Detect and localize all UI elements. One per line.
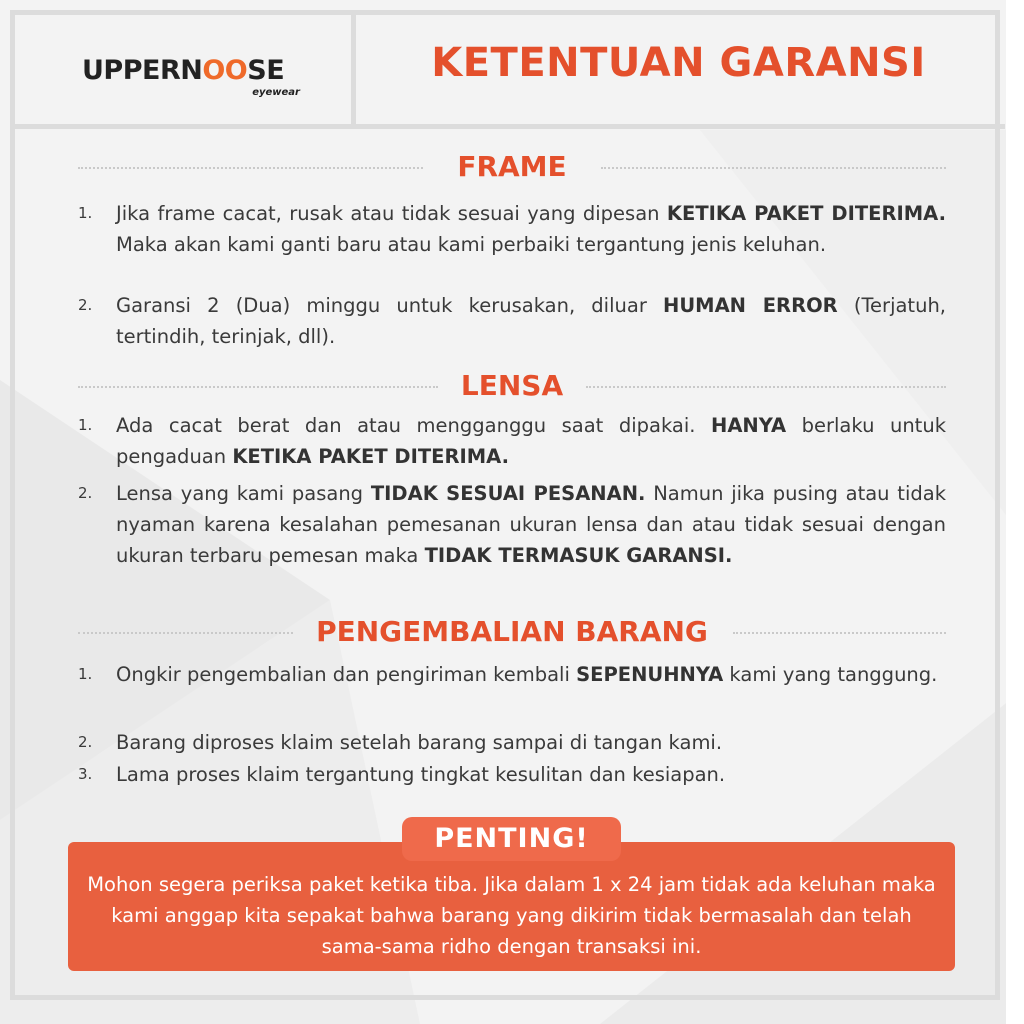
- emphasis-text: HUMAN ERROR: [663, 294, 838, 317]
- list-text: [116, 478, 946, 571]
- list-text: [116, 727, 946, 758]
- section-title: LENSA: [460, 369, 564, 402]
- list-item: [78, 478, 946, 571]
- list-item: [78, 290, 946, 352]
- list-number: 2.: [78, 296, 93, 314]
- body-text: Barang diproses klaim setelah barang sampai di tangan kami.: [116, 731, 723, 754]
- page-title: KETENTUAN GARANSI: [431, 40, 926, 86]
- section-title: PENGEMBALIAN BARANG: [316, 615, 708, 648]
- list-number: 2.: [78, 484, 93, 502]
- list-number: 3.: [78, 765, 93, 783]
- body-text: Namun jika pusing atau tidak nyaman karena kesalahan pemesanan ukuran lensa dan atau tidak sesuai dengan ukuran terbaru pemesan maka: [116, 482, 946, 567]
- section-heading-1: [78, 150, 946, 184]
- emphasis-text: SEPENUHNYA: [576, 663, 724, 686]
- notice-badge: PENTING!: [402, 817, 621, 861]
- right-edge-bar: [1006, 0, 1024, 1024]
- list-text: [116, 290, 946, 352]
- emphasis-text: HANYA: [711, 414, 787, 437]
- emphasis-text: TIDAK TERMASUK GARANSI.: [424, 544, 733, 567]
- body-text: Lama proses klaim tergantung tingkat kesulitan dan kesiapan.: [116, 763, 726, 786]
- brand-logo: [82, 55, 302, 115]
- header-divider: [10, 124, 1005, 129]
- list-number: 1.: [78, 665, 93, 683]
- section-heading-2: [78, 369, 946, 403]
- list-item: [78, 727, 946, 758]
- list-text: [116, 759, 946, 790]
- list-item: [78, 410, 946, 472]
- section-heading-3: [78, 615, 946, 649]
- body-text: Jika frame cacat, rusak atau tidak sesuai yang dipesan: [116, 202, 667, 225]
- logo-text-end: SE: [247, 55, 285, 86]
- logo-wordmark: [82, 55, 302, 86]
- body-text: Garansi 2 (Dua) minggu untuk kerusakan, diluar: [116, 294, 664, 317]
- emphasis-text: TIDAK SESUAI PESANAN.: [370, 482, 646, 505]
- list-text: [116, 659, 946, 690]
- body-text: (Terjatuh, tertindih, terinjak, dll).: [116, 294, 946, 348]
- emphasis-text: KETIKA PAKET DITERIMA.: [232, 445, 510, 468]
- list-number: 2.: [78, 733, 93, 751]
- list-number: 1.: [78, 204, 93, 222]
- body-text: Ongkir pengembalian dan pengiriman kembali: [116, 663, 577, 686]
- list-item: [78, 759, 946, 790]
- list-number: 1.: [78, 416, 93, 434]
- logo-text-start: UPPERN: [82, 55, 203, 86]
- list-text: [116, 410, 946, 472]
- list-item: [78, 198, 946, 260]
- logo-subtitle: eyewear: [252, 87, 300, 98]
- section-title: FRAME: [457, 150, 567, 183]
- body-text: berlaku untuk pengaduan: [116, 414, 946, 468]
- body-text: Maka akan kami ganti baru atau kami perbaiki tergantung jenis keluhan.: [116, 233, 827, 256]
- emphasis-text: KETIKA PAKET DITERIMA.: [666, 202, 946, 225]
- body-text: Lensa yang kami pasang: [116, 482, 371, 505]
- logo-glasses-mark: OO: [202, 55, 248, 86]
- body-text: Ada cacat berat dan atau mengganggu saat dipakai.: [116, 414, 712, 437]
- body-text: kami yang tanggung.: [723, 663, 938, 686]
- list-item: [78, 659, 946, 690]
- notice-text: Mohon segera periksa paket ketika tiba. Jika dalam 1 x 24 jam tidak ada keluhan maka kami anggap kita sepakat bahwa barang yang dikirim tidak bermasalah dan telah sama-sama ridho dengan transaksi ini.: [87, 873, 936, 958]
- list-text: [116, 198, 946, 260]
